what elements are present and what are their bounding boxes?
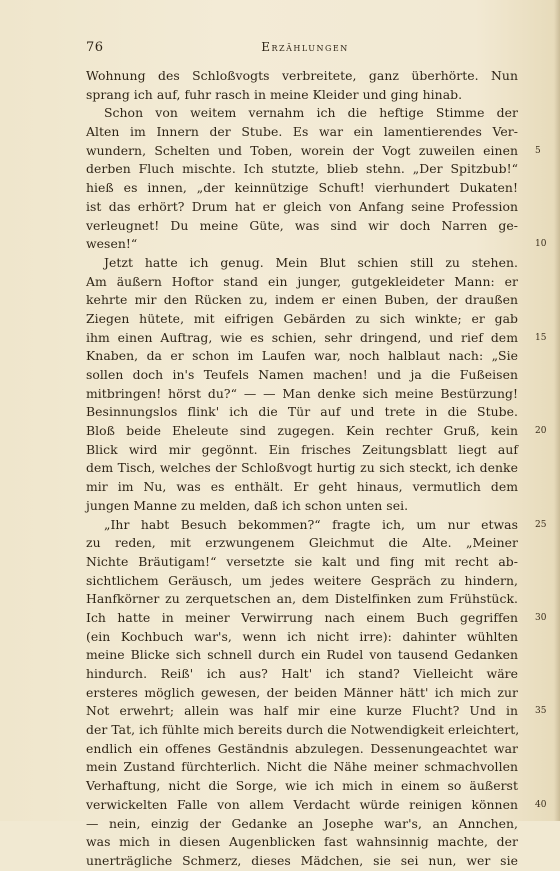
- body-text: [86, 67, 547, 871]
- line-text: Ich hatte in meiner Verwirrung nach einem Buch gegriffen: [86, 609, 518, 625]
- line-text: Wohnung des Schloßvogts verbreitete, ganz überhörte. Nun: [86, 68, 518, 83]
- running-head: [86, 40, 524, 58]
- line-text: Am äußern Hoftor stand ein junger, gutgekleideter Mann: er: [86, 273, 518, 289]
- text-line: [86, 123, 518, 142]
- line-text: Knaben, da er schon im Laufen war, noch halblaut nach: „Sie: [86, 348, 518, 364]
- line-number: 35: [535, 706, 547, 717]
- line-text: Bloß beide Eheleute sind zugegen. Kein rechter Gruß, kein: [86, 423, 518, 439]
- line-text: endlich ein offenes Geständnis abzulegen. Dessenungeachtet war: [86, 740, 518, 756]
- text-line: [86, 665, 518, 684]
- text-line: [86, 815, 518, 834]
- line-text: kehrte mir den Rücken zu, indem er einen Buben, der draußen: [86, 292, 518, 308]
- line-text: Schon von weitem vernahm ich die heftige Stimme der: [104, 105, 518, 121]
- line-text: Ziegen hütete, mit eifrigen Gebärden zu sich winkte; er gab: [86, 310, 518, 326]
- text-line: [86, 516, 547, 535]
- text-line: [86, 459, 518, 478]
- text-line: [86, 142, 541, 161]
- line-text: sichtlichem Geräusch, um jedes weitere Gespräch zu hindern,: [86, 572, 518, 588]
- text-line: [86, 347, 518, 366]
- line-number: 25: [535, 519, 547, 530]
- line-text: sollen doch in's Teufels Namen machen! und ja die Fußeisen: [86, 367, 518, 382]
- text-line: [86, 590, 518, 609]
- text-line: [86, 403, 518, 422]
- text-line: [86, 160, 518, 179]
- line-text: was mich in diesen Augenblicken fast wahnsinnig machte, der: [86, 834, 518, 850]
- text-line: [86, 553, 518, 572]
- text-line: [86, 497, 518, 516]
- text-line: [86, 441, 518, 460]
- line-text: Nichte Bräutigam!“ versetzte sie kalt und fing mit recht ab-: [86, 553, 518, 569]
- text-line: [86, 852, 518, 871]
- line-number: 30: [535, 612, 547, 623]
- line-text: hieß es innen, „der keinnützige Schuft! vierhundert Dukaten!: [86, 180, 518, 196]
- line-text: Verhaftung, nicht die Sorge, wie ich mich in einem so äußerst: [86, 778, 518, 794]
- text-line: [86, 198, 518, 217]
- text-line: [86, 646, 518, 665]
- text-line: [86, 572, 518, 591]
- text-line: [86, 310, 518, 329]
- line-number: 5: [535, 145, 541, 156]
- line-text: jungen Manne zu melden, daß ich schon unten sei.: [86, 497, 409, 513]
- text-line: [86, 422, 547, 441]
- line-text: hindurch. Reiß' ich aus? Halt' ich stand? Vielleicht wäre: [86, 666, 518, 681]
- line-text: Blick wird mir gegönnt. Ein frisches Zeitungsblatt liegt auf: [86, 441, 518, 457]
- text-line: [86, 86, 518, 105]
- text-line: [86, 758, 518, 777]
- line-text: (ein Kochbuch war's, wenn ich nicht irre): dahinter wühlten: [86, 628, 518, 644]
- text-line: [86, 721, 518, 740]
- page-number: 76: [86, 40, 104, 55]
- text-line: [86, 104, 518, 123]
- line-text: wesen!“: [86, 236, 138, 252]
- line-text: verleugnet! Du meine Güte, was sind wir doch Narren ge-: [86, 217, 518, 233]
- line-text: ihm einen Auftrag, wie es schien, sehr dringend, und rief dem: [86, 329, 518, 345]
- text-line: [86, 179, 518, 198]
- text-line: [86, 796, 547, 815]
- line-text: Hanfkörner zu zerquetschen an, dem Distelfinken zum Frühstück.: [86, 591, 518, 607]
- text-line: [86, 235, 547, 254]
- page-edge-shadow: [554, 0, 560, 821]
- text-line: [86, 273, 518, 292]
- line-text: mir im Nu, was es enthält. Er geht hinaus, vermutlich dem: [86, 479, 518, 495]
- text-line: [86, 684, 518, 703]
- text-line: [86, 740, 518, 759]
- line-number: 15: [535, 332, 547, 343]
- line-text: „Ihr habt Besuch bekommen?“ fragte ich, um nur etwas: [104, 516, 518, 532]
- line-text: Besinnungslos flink' ich die Tür auf und trete in die Stube.: [86, 404, 518, 420]
- line-text: wundern, Schelten und Toben, worein der Vogt zuweilen einen: [86, 142, 518, 158]
- line-text: mitbringen! hörst du?“ — — Man denke sich meine Bestürzung!: [86, 385, 518, 401]
- text-line: [86, 628, 518, 647]
- line-text: sprang ich auf, fuhr rasch in meine Kleider und ging hinab.: [86, 86, 463, 102]
- line-text: Alten im Innern der Stube. Es war ein lamentierendes Ver-: [86, 124, 518, 140]
- text-line: [86, 777, 518, 796]
- line-number: 10: [535, 239, 547, 250]
- line-text: mein Zustand fürchterlich. Nicht die Nähe meiner schmachvollen: [86, 759, 518, 775]
- running-title: Erzählungen: [261, 40, 349, 54]
- line-text: zu reden, mit erzwungenem Gleichmut die Alte. „Meiner: [86, 535, 518, 551]
- line-number: 20: [535, 426, 547, 437]
- line-text: dem Tisch, welches der Schloßvogt hurtig zu sich steckt, ich denke: [86, 460, 518, 476]
- text-line: [86, 609, 547, 628]
- text-line: [86, 254, 518, 273]
- text-line: [86, 366, 518, 385]
- text-line: [86, 217, 518, 236]
- text-line: [86, 385, 518, 404]
- line-text: ist das erhört? Drum hat er gleich von Anfang seine Profession: [86, 198, 518, 214]
- line-text: meine Blicke sich schnell durch ein Rudel von tausend Gedanken: [86, 647, 518, 663]
- line-number: 40: [535, 799, 547, 810]
- line-text: verwickelten Falle von allem Verdacht würde reinigen können: [86, 796, 518, 812]
- text-line: [86, 291, 518, 310]
- text-line: [86, 833, 518, 852]
- text-line: [86, 478, 518, 497]
- line-text: Not erwehrt; allein was half mir eine kurze Flucht? Und in: [86, 703, 518, 719]
- line-text: unerträgliche Schmerz, dieses Mädchen, sie sei nun, wer sie: [86, 852, 518, 868]
- line-text: derben Fluch mischte. Ich stutzte, blieb stehn. „Der Spitzbub!“: [86, 161, 518, 177]
- line-text: Jetzt hatte ich genug. Mein Blut schien still zu stehen.: [104, 254, 518, 270]
- line-text: ersteres möglich gewesen, der beiden Männer hätt' ich mich zur: [86, 684, 518, 700]
- line-text: der Tat, ich fühlte mich bereits durch die Notwendigkeit erleichtert,: [86, 722, 520, 738]
- text-line: [86, 67, 518, 86]
- text-line: [86, 702, 547, 721]
- text-line: [86, 329, 547, 348]
- line-text: — nein, einzig der Gedanke an Josephe war's, an Annchen,: [86, 815, 518, 831]
- text-line: [86, 534, 518, 553]
